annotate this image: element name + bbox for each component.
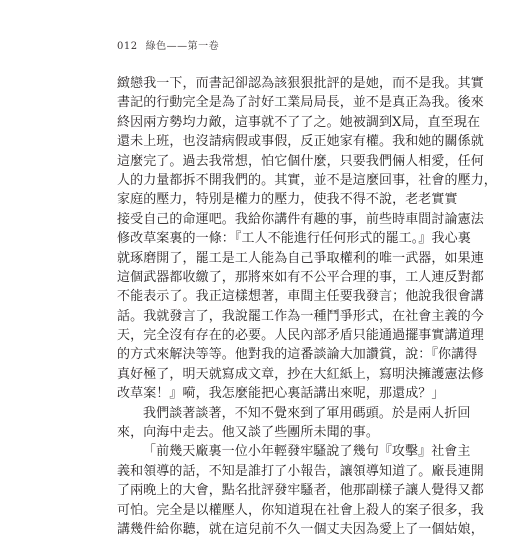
text-line: 修改草案裏的一條：『工人不能進行任何形式的罷工。』我心裏	[117, 231, 471, 247]
text-line: 這麼完了。過去我常想，怕它個什麼，只要我們倆人相愛，任何	[117, 153, 484, 169]
text-line: 還未上班，也沒請病假或事假，反正她家有權。我和她的關係就	[117, 134, 484, 150]
text-line: 真好極了，明天就寫成文章，抄在大紅紙上，寫明決擁護憲法修	[117, 366, 484, 382]
text-line: 話。我就發言了，我說罷工作為一種鬥爭形式，在社會主義的今	[117, 308, 484, 324]
text-line: 了兩晚上的大會，點名批評發牢騷者，他那副樣子讓人覺得又都	[117, 483, 484, 499]
running-head	[117, 37, 219, 52]
book-title: 綠色——第一卷	[145, 41, 220, 52]
text-line: 家庭的壓力，特別是權力的壓力，使我不得不說，老老實實	[117, 192, 458, 208]
text-line: 改草案！』嗬，我怎麼能把心裏話講出來呢，那還成？」	[117, 386, 445, 402]
text-line: 不能表示了。我正這樣想著，車間主任要我發言；他說我很會講	[117, 289, 484, 305]
text-line: 「前幾天廠裏一位小年輕發牢騷說了幾句『攻擊』社會主	[143, 444, 471, 460]
text-line: 義和領導的話，不知是誰打了小報告，讓領導知道了。廠長連開	[117, 463, 484, 479]
text-line: 終因兩方勢均力敵，這事就不了了之。她被調到X局，直至現在	[117, 114, 481, 130]
text-line: 我們談著談著，不知不覺來到了軍用碼頭。於是兩人折回	[143, 405, 471, 421]
page-number: 012	[117, 41, 138, 52]
body-text	[117, 74, 497, 539]
text-line: 緻戀我一下，而書記卻認為該狠狠批評的是她，而不是我。其實	[117, 76, 484, 91]
text-line: 這個武器都收繳了，那將來如有不公平合理的事，工人連反對都	[117, 269, 484, 285]
text-line: 講幾件給你聽，就在這兒前不久一個丈夫因為愛上了一個姑娘，	[117, 521, 484, 537]
text-line: 天，完全沒有存在的必要。人民內部矛盾只能通過擺事實講道理	[117, 328, 484, 344]
text-line: 來，向海中走去。他又談了些團所未聞的事。	[117, 425, 380, 441]
text-line: 就琢磨開了，罷工是工人能為自己爭取權利的唯一武器，如果連	[117, 250, 484, 266]
text-line: 書記的行動完全是為了討好工業局局長，並不是真正為我。後來	[117, 95, 484, 111]
text-line: 人的力量都拆不開我們的。其實，並不是這麼回事，社會的壓力，	[117, 172, 497, 188]
text-line: 的方式來解決等等。他對我的這番談論大加讚賞，說：『你講得	[117, 347, 478, 363]
text-line: 接受自己的命運吧。我給你講件有趣的事，前些時車間討論憲法	[117, 211, 484, 227]
text-line: 可怕。完全是以權壓人，你知道現在社會上殺人的案子很多，我	[117, 502, 484, 518]
